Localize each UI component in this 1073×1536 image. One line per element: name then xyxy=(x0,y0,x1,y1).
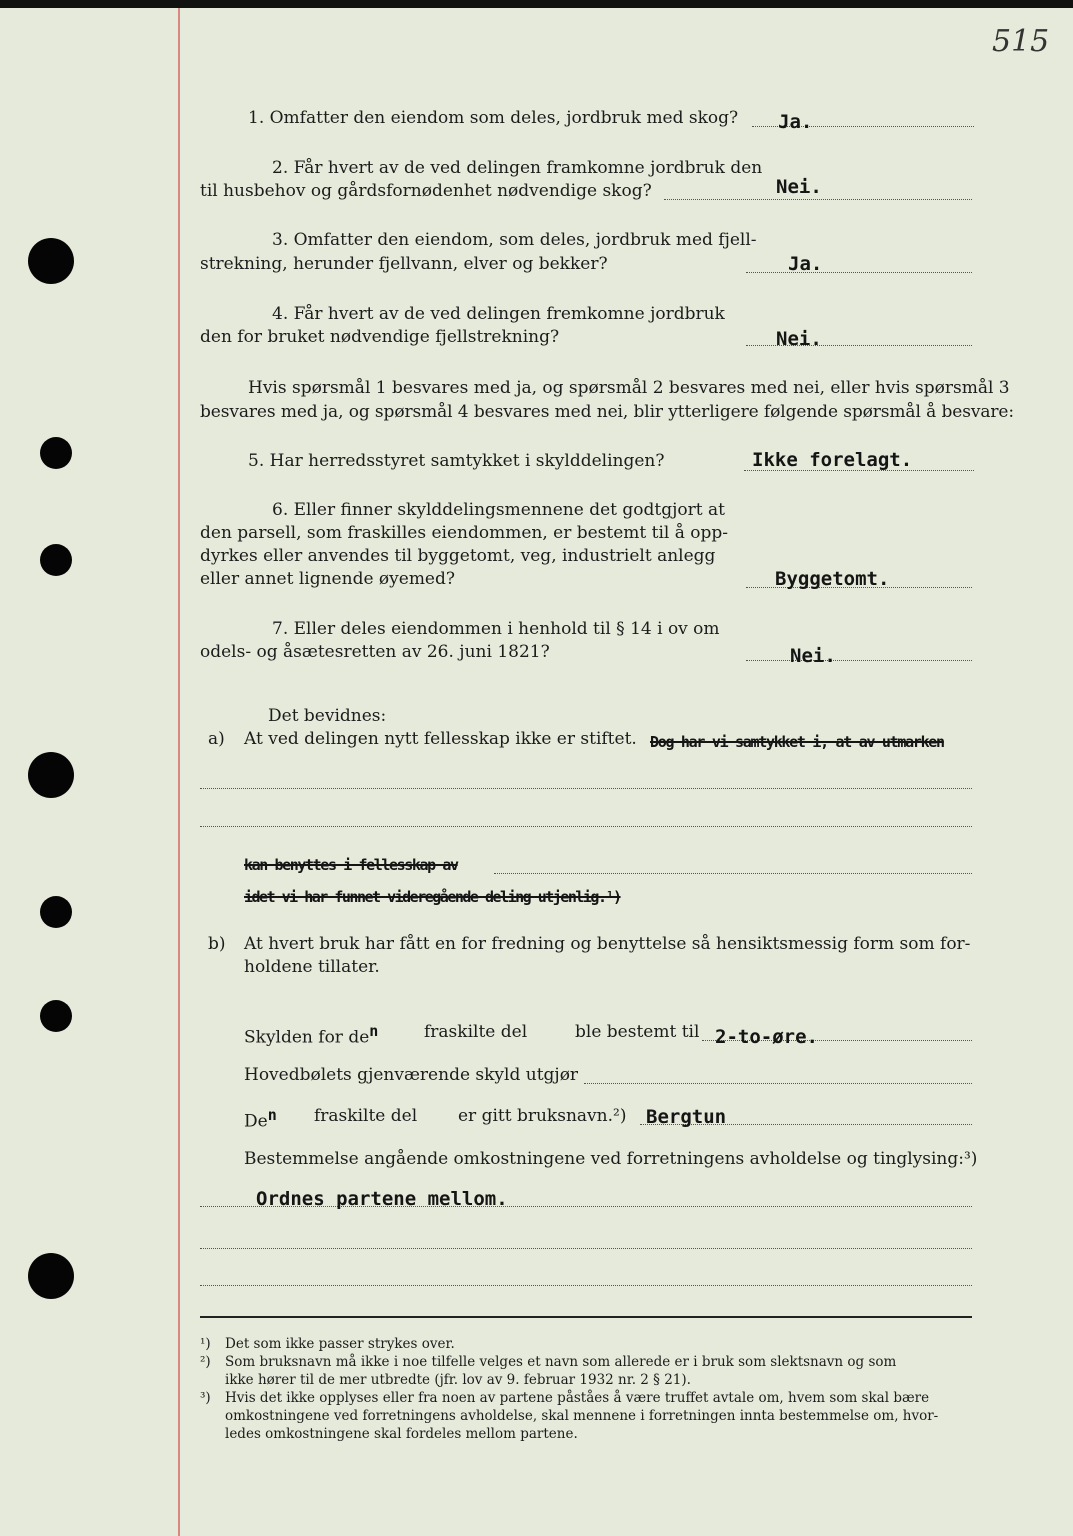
question-2-line-1: 2. Får hvert av de ved delingen framkomne jordbruk den xyxy=(272,158,763,178)
question-4-line-2: den for bruket nødvendige fjellstrekning? xyxy=(200,327,560,347)
punch-hole xyxy=(28,752,74,798)
skyld-label: Skylden for $de^n$ xyxy=(244,1022,379,1048)
answer-4: Nei. xyxy=(776,328,822,350)
punch-hole xyxy=(40,896,72,928)
question-7-line-1: 7. Eller deles eiendommen i henhold til § 14 i ov om xyxy=(272,619,720,639)
question-6-line-1: 6. Eller finner skylddelingsmennene det godtgjort at xyxy=(272,500,725,520)
question-2-line-2: til husbehov og gårdsfornødenhet nødvendige skog? xyxy=(200,181,652,201)
punch-hole xyxy=(28,238,74,284)
conditional-line-1: Hvis spørsmål 1 besvares med ja, og spørsmål 2 besvares med nei, eller hvis spørsmål 3 xyxy=(248,378,1010,398)
answer-line xyxy=(584,1083,972,1084)
item-a-struck-text-3: idet vi har funnet videregående deling utjenlig.¹) xyxy=(244,888,621,906)
item-a-struck-text: Dog har vi samtykket i, at av utmarken xyxy=(650,733,944,751)
skyld-answer: 2-to-øre. xyxy=(715,1026,818,1048)
item-b-line-2: holdene tillater. xyxy=(244,957,380,977)
item-a-label: a) xyxy=(208,729,225,749)
footnote-3-marker: ³) xyxy=(200,1390,211,1406)
answer-7: Nei. xyxy=(790,645,836,667)
punch-hole xyxy=(40,437,72,469)
question-7-line-2: odels- og åsætesretten av 26. juni 1821? xyxy=(200,642,550,662)
item-a-struck-text-2: kan benyttes i fellesskap av xyxy=(244,856,458,874)
question-6-line-2: den parsell, som fraskilles eiendommen, er bestemt til å opp- xyxy=(200,523,729,543)
answer-6: Byggetomt. xyxy=(775,568,890,590)
blank-line xyxy=(200,826,972,827)
footnote-1-marker: ¹) xyxy=(200,1336,211,1352)
footnote-1: Det som ikke passer strykes over. xyxy=(225,1336,455,1352)
footnote-divider xyxy=(200,1316,972,1318)
blank-line xyxy=(494,873,972,874)
question-5: 5. Har herredsstyret samtykket i skylddelingen? xyxy=(248,451,665,471)
item-b-line-1: At hvert bruk har fått en for fredning og benyttelse så hensiktsmessig form som for- xyxy=(244,934,971,954)
answer-line xyxy=(746,272,972,273)
bevidnes-heading: Det bevidnes: xyxy=(268,706,387,726)
blank-line xyxy=(200,1248,972,1249)
punch-hole xyxy=(40,544,72,576)
handwritten-n: n xyxy=(369,1022,379,1040)
blank-line xyxy=(200,1285,972,1286)
bruksnavn-answer: Bergtun xyxy=(646,1106,727,1128)
fraskilte-del-label: fraskilte del xyxy=(424,1022,528,1042)
scan-top-edge xyxy=(0,0,1073,8)
omkostning-label: Bestemmelse angående omkostningene ved forretningens avholdelse og tinglysing:³) xyxy=(244,1149,978,1169)
question-6-line-3: dyrkes eller anvendes til byggetomt, veg, industrielt anlegg xyxy=(200,546,716,566)
question-1: 1. Omfatter den eiendom som deles, jordbruk med skog? xyxy=(248,108,739,128)
punch-hole xyxy=(28,1253,74,1299)
answer-line xyxy=(664,199,972,200)
conditional-line-2: besvares med ja, og spørsmål 4 besvares med nei, blir ytterligere følgende spørsmål å besvare: xyxy=(200,402,1014,422)
handwritten-n: n xyxy=(267,1106,277,1124)
question-3-line-2: strekning, herunder fjellvann, elver og bekker? xyxy=(200,254,608,274)
footnote-2-line-1: Som bruksnavn må ikke i noe tilfelle velges et navn som allerede er i bruk som slektsnavn og som xyxy=(225,1354,897,1370)
den-label: De$^n$ xyxy=(244,1106,277,1132)
question-3-line-1: 3. Omfatter den eiendom, som deles, jordbruk med fjell- xyxy=(272,230,757,250)
answer-2: Nei. xyxy=(776,176,822,198)
hovedbol-label: Hovedbølets gjenværende skyld utgjør xyxy=(244,1065,579,1085)
blank-line xyxy=(200,788,972,789)
footnote-3-line-2: omkostningene ved forretningens avholdelse, skal mennene i forretningen innta bestemmelse om, hvor- xyxy=(225,1408,939,1424)
bruksnavn-label: er gitt bruksnavn.²) xyxy=(458,1106,627,1126)
answer-5: Ikke forelagt. xyxy=(752,449,913,471)
answer-1: Ja. xyxy=(778,111,813,133)
page-number: 515 xyxy=(992,24,1050,59)
footnote-3-line-3: ledes omkostningene skal fordeles mellom partene. xyxy=(225,1426,578,1442)
answer-line xyxy=(746,660,972,661)
bestemt-til-label: ble bestemt til xyxy=(575,1022,700,1042)
omkostning-answer: Ordnes partene mellom. xyxy=(256,1188,508,1210)
footnote-2-line-2: ikke hører til de mer utbredte (jfr. lov av 9. februar 1932 nr. 2 § 21). xyxy=(225,1372,691,1388)
footnote-3-line-1: Hvis det ikke opplyses eller fra noen av partene påståes å være truffet avtale om, hvem som skal bære xyxy=(225,1390,930,1406)
answer-3: Ja. xyxy=(788,253,823,275)
margin-line xyxy=(178,8,180,1536)
item-b-label: b) xyxy=(208,934,226,954)
punch-hole xyxy=(40,1000,72,1032)
footnote-2-marker: ²) xyxy=(200,1354,211,1370)
question-4-line-1: 4. Får hvert av de ved delingen fremkomne jordbruk xyxy=(272,304,725,324)
item-a-text: At ved delingen nytt fellesskap ikke er stiftet. xyxy=(244,729,637,749)
question-6-line-4: eller annet lignende øyemed? xyxy=(200,569,455,589)
fraskilte-del-label-2: fraskilte del xyxy=(314,1106,418,1126)
